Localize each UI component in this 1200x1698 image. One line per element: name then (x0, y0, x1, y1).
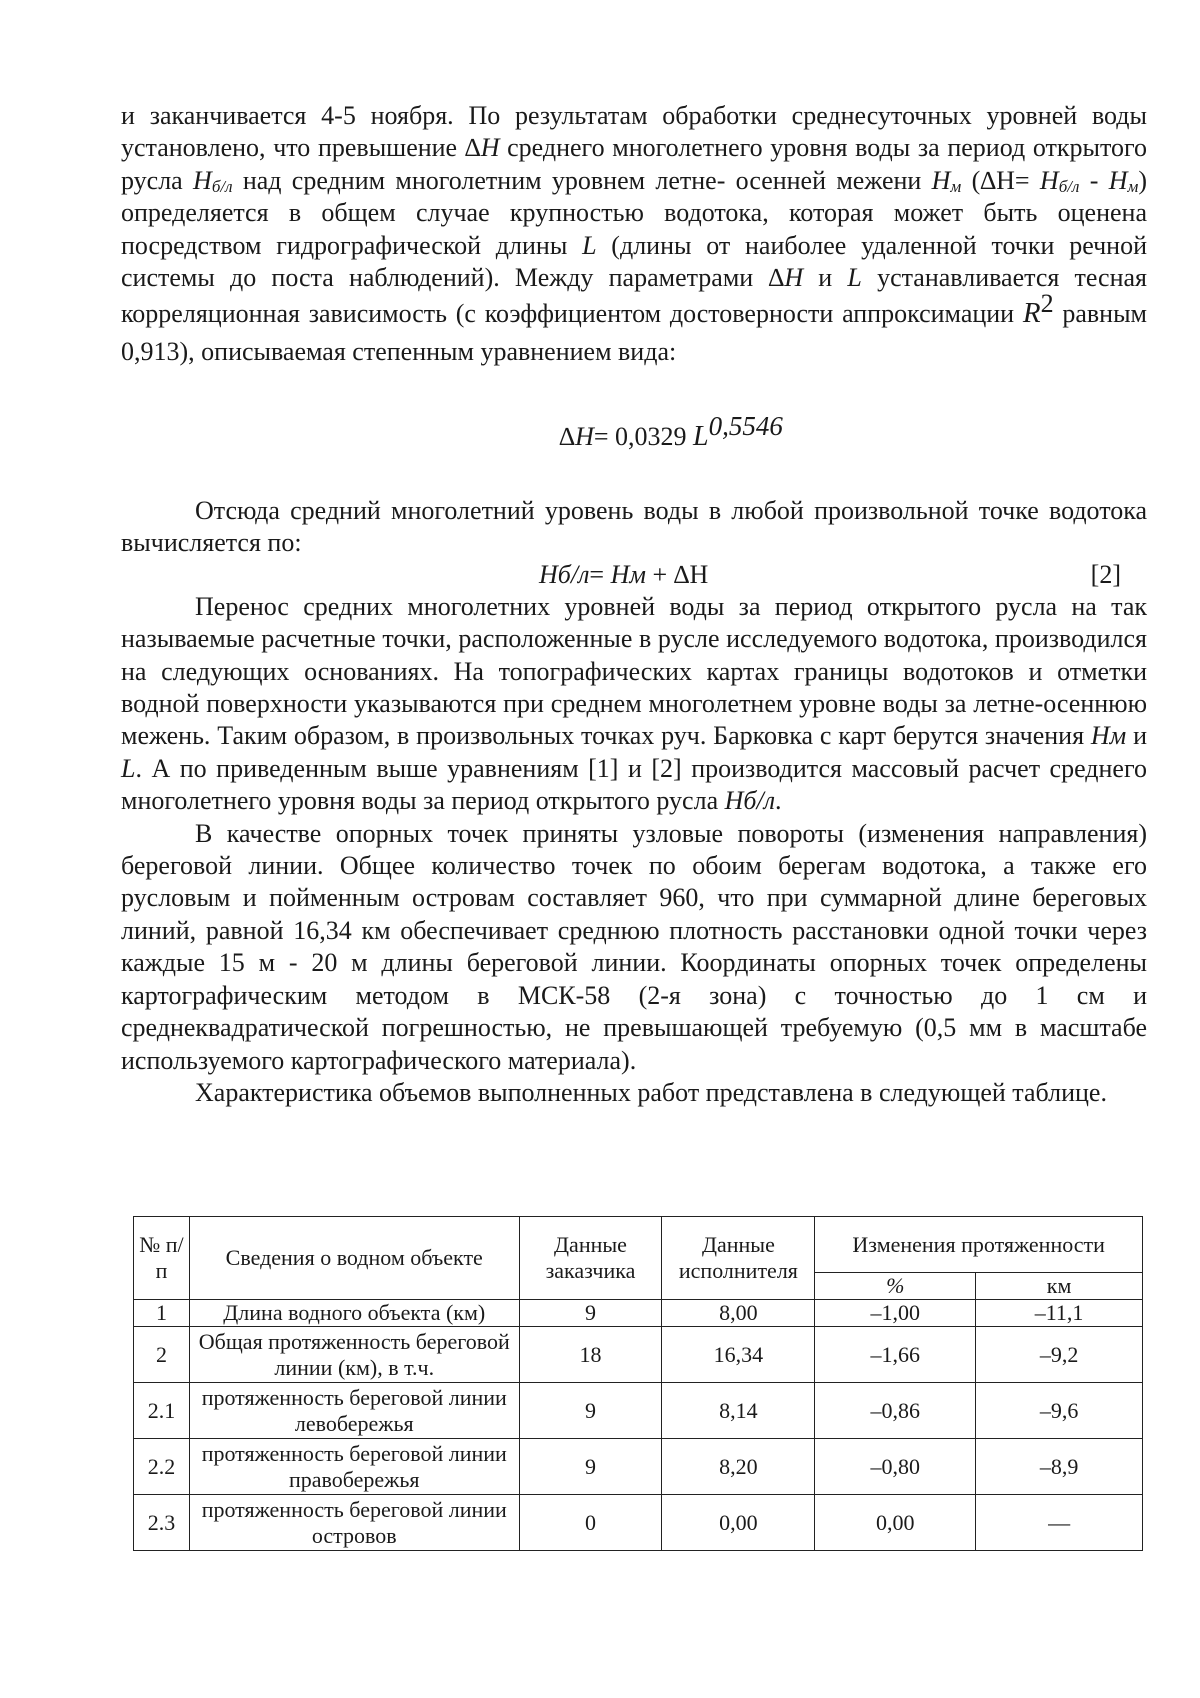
h-subscript: м (950, 176, 962, 196)
paragraph-3 (121, 591, 1147, 818)
formula-level (121, 559, 1147, 591)
header-changes: Изменения протяженности (815, 1217, 1143, 1273)
p1-text: параметрами (608, 263, 769, 293)
h-symbol: H (1039, 165, 1059, 195)
cell-km: –9,2 (976, 1327, 1143, 1383)
table-row (134, 1383, 1143, 1439)
delta-h-symbol: ∆H (464, 133, 500, 163)
table-row (134, 1439, 1143, 1495)
formula-exponent: 0,5546 (708, 411, 783, 441)
l-symbol: L (582, 230, 597, 260)
cell-customer: 0 (519, 1495, 662, 1551)
formula2-hbl: Нб/л (539, 559, 590, 589)
cell-num: 2.1 (134, 1383, 190, 1439)
p1-text: (∆H= (961, 165, 1040, 195)
cell-km: — (976, 1495, 1143, 1551)
table-row (134, 1300, 1143, 1327)
table-row (134, 1495, 1143, 1551)
paragraph-4: В качестве опорных точек приняты узловые повороты (изменения направления) береговой линии. Общее количество точек по обоим берегам водотока, а также его русловым и пойменным островам составляет 960, что при суммарной длине береговых линий, равной 16,34 км обеспечивает среднюю плотность расстановки одной точки через каждые 15 м - 20 м длины береговой линии. Координаты опорных точек определены картографическим методом в МСК-58 (2-я зона) с точностью до 1 см и среднеквадратической погрешностью, не превышающей требуемую (0,5 мм в масштабе используемого картографического материала). (121, 818, 1147, 1075)
p1-text: - (1079, 165, 1109, 195)
cell-percent: –0,80 (815, 1439, 976, 1495)
formula2-delta: + ∆H (645, 559, 709, 589)
p1-text: равным 0,913), описываемая (121, 299, 1147, 367)
h-subscript: б/л (211, 176, 233, 196)
p1-text: над средним многолетним уровнем летне- осенней (232, 165, 827, 195)
r-superscript: 2 (1040, 289, 1054, 319)
delta-h-symbol: ∆H (768, 263, 804, 293)
paragraph-2: Отсюда средний многолетний уровень воды в любой произвольной точке водотока вычисляется по: (121, 496, 1147, 558)
header-contractor: Данные исполнителя (662, 1217, 815, 1300)
p1-text: период открытого русла (121, 133, 1148, 195)
cell-contractor: 8,14 (662, 1383, 815, 1439)
header-percent: % (815, 1273, 976, 1300)
cell-num: 2.3 (134, 1495, 190, 1551)
formula2-hm: Нм (610, 559, 646, 589)
h-symbol: H (193, 165, 212, 195)
cell-contractor: 0,00 (662, 1495, 815, 1551)
p1-text: степенным уравнением вида: (352, 337, 677, 367)
p3-text: . А по приведенным выше уравнениям [1] и [2] производится массовый расчет среднего многолетнего уровня воды за период открытого русла (121, 753, 1147, 816)
p3-text: Перенос средних многолетних уровней воды за период открытого русла на так называемые расчетные точки, расположенные в русле исследуемого водотока, производился на следующих основаниях. На топографических картах границы водотоков и отметки водной поверхности указываются при среднем многолетнем уровне воды за летне-осеннюю межень. Таким образом, в произвольных точках руч. Барковка с карт берутся значения (121, 591, 1147, 751)
p1-text: и (803, 263, 848, 293)
cell-name: Длина водного объекта (км) (189, 1300, 519, 1327)
p3-text: и (1126, 721, 1147, 751)
header-num: № п/п (134, 1217, 190, 1300)
p1-text: (длины от (596, 230, 731, 260)
p1-line-1: и заканчивается 4-5 ноября. По результатам обработки среднесуточных уровней (121, 101, 1078, 130)
h-subscript: б/л (1058, 176, 1080, 196)
header-km: км (976, 1273, 1143, 1300)
cell-percent: –1,00 (815, 1300, 976, 1327)
l-symbol: L (847, 263, 862, 293)
formula-variable: L (693, 421, 709, 452)
h-subscript: м (1127, 176, 1139, 196)
hm-symbol: Нм (1090, 721, 1127, 751)
hbl-symbol: Нб/л (724, 786, 776, 816)
cell-num: 2 (134, 1327, 190, 1383)
table-row (134, 1327, 1143, 1383)
p1-text: ) определяется в общем случае крупностью водотока, (121, 165, 1147, 228)
cell-contractor: 16,34 (662, 1327, 815, 1383)
p1-text: межени (836, 165, 932, 195)
paragraph-5: Характеристика объемов выполненных работ представлена в следующей таблице. (195, 1077, 1107, 1107)
body-lower (121, 495, 1147, 1109)
cell-contractor: 8,00 (662, 1300, 815, 1327)
cell-name: протяженность береговой линии правобережья (189, 1439, 519, 1495)
l-symbol: L (121, 753, 136, 783)
cell-km: –8,9 (976, 1439, 1143, 1495)
cell-customer: 18 (519, 1327, 662, 1383)
cell-name: Общая протяженность береговой линии (км), в т.ч. (189, 1327, 519, 1383)
h-symbol: H (931, 165, 951, 195)
p1-text: которая может быть оценена посредством гидрографической длины (121, 198, 1148, 260)
work-volume-table (133, 1216, 1143, 1551)
cell-contractor: 8,20 (662, 1439, 815, 1495)
header-customer: Данные заказчика (519, 1217, 662, 1300)
cell-name: протяженность береговой линии островов (189, 1495, 519, 1551)
h-symbol: H (1108, 165, 1128, 195)
table-header-row (134, 1217, 1143, 1273)
cell-num: 1 (134, 1300, 190, 1327)
formula-coefficient: = 0,0329 (593, 422, 694, 451)
cell-num: 2.2 (134, 1439, 190, 1495)
paragraph-1 (121, 100, 1147, 371)
p1-text: коэффициентом достоверности аппроксимации (484, 299, 1023, 329)
cell-name: протяженность береговой линии левобережья (189, 1383, 519, 1439)
p1-text: наиболее удаленной точки речной системы до поста наблюдений). Между (121, 230, 1147, 293)
formula2-equals: = (589, 559, 611, 589)
cell-percent: –0,86 (815, 1383, 976, 1439)
formula-lhs: ∆H (559, 422, 594, 451)
p1-text: устанавливается тесная корреляционная зависимость (с (121, 263, 1148, 329)
cell-percent: –1,66 (815, 1327, 976, 1383)
cell-percent: 0,00 (815, 1495, 976, 1551)
cell-km: –9,6 (976, 1383, 1143, 1439)
cell-customer: 9 (519, 1439, 662, 1495)
p3-text: . (775, 786, 782, 816)
formula2-number: [2] (1090, 559, 1121, 589)
cell-km: –11,1 (976, 1300, 1143, 1327)
formula-power-equation (121, 411, 1147, 452)
r-symbol: R (1022, 297, 1041, 330)
cell-customer: 9 (519, 1300, 662, 1327)
cell-customer: 9 (519, 1383, 662, 1439)
p1-text: среднего многолетнего уровня воды за (499, 133, 940, 163)
p1-text: воды установлено, что превышение (121, 101, 1147, 163)
header-object: Сведения о водном объекте (189, 1217, 519, 1300)
